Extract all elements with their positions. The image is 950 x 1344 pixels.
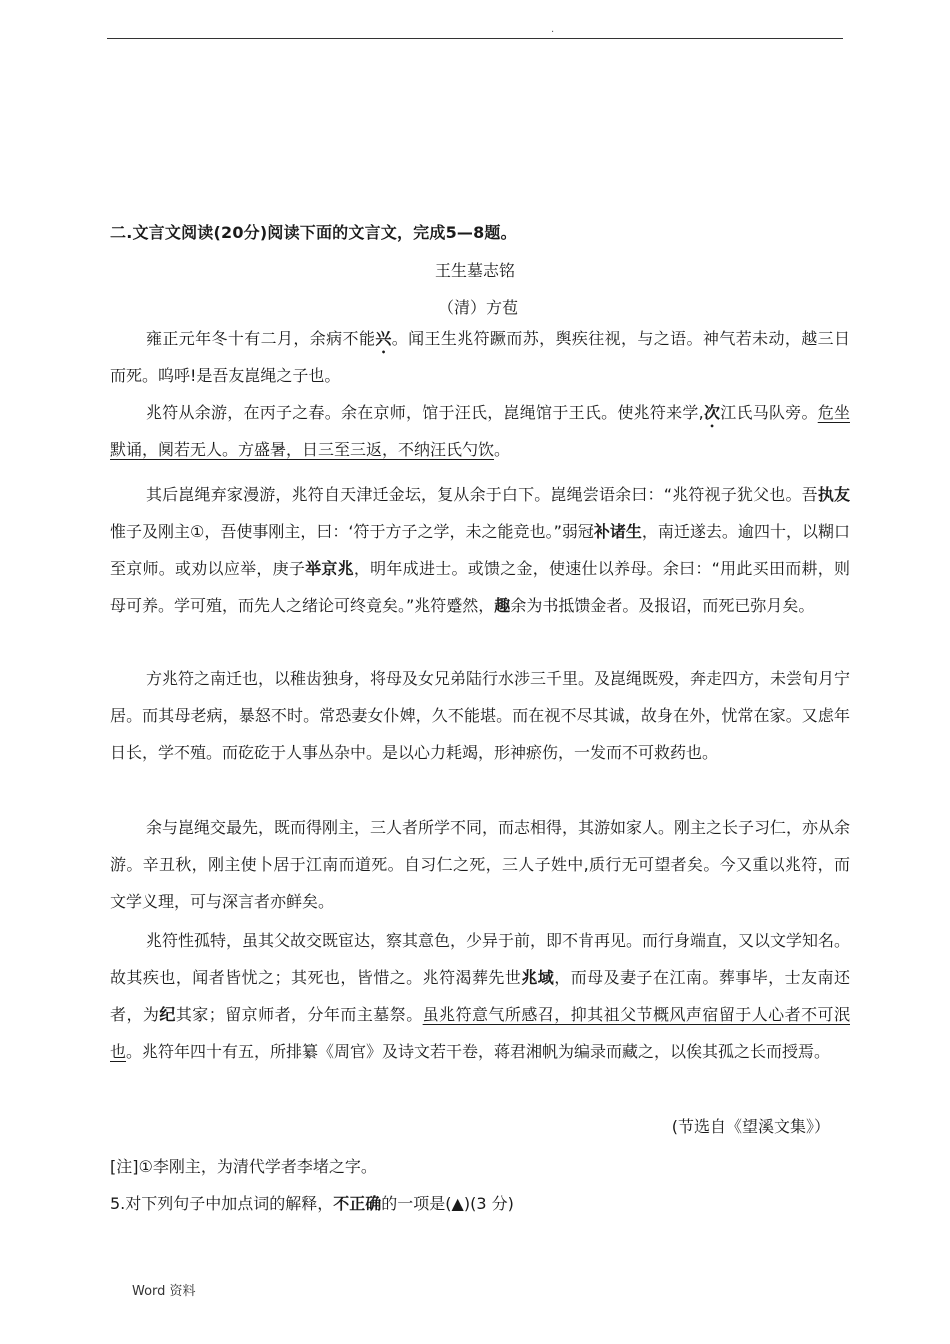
- paragraph-6: [110, 922, 850, 1070]
- keyword: 趣: [494, 596, 511, 615]
- text-run: 。兆符年四十有五，所排纂《周官》及诗文若干卷，蒋君湘帆为编录而藏之，以俟其孤之长而授焉。: [126, 1042, 831, 1061]
- header-rule: [107, 38, 843, 39]
- paragraph-3: [110, 476, 850, 624]
- text-run: 兆符从余游，在丙子之春。余在京师，馆于汪氏，崑绳馆于王氏。使兆符来学,: [146, 403, 704, 422]
- dotted-word: 兴: [375, 329, 392, 348]
- essay-title: 王生墓志铭: [434, 261, 515, 280]
- text-run: 其家；留京师者，分年而主墓祭。: [175, 1005, 423, 1024]
- text-run: ，明年成进士。或馈之金，使速仕以养母。余曰：“用此买田而耕，则母可养。学可殖，而先人之绪论可终竟矣。”兆符蹙然，: [110, 559, 850, 615]
- text-run: 雍正元年冬十有二月，余病不能: [146, 329, 376, 348]
- keyword: 补诸生: [593, 522, 642, 541]
- paragraph-4: 方兆符之南迁也，以稚齿独身，将母及女兄弟陆行水涉三千里。及崑绳既殁，奔走四方，未尝旬月宁居。而其母老病，暴怒不时。常恐妻女仆婢，久不能堪。而在视不尽其诚，故身在外，忧常在家。又虑年日长，学不殖。而矻矻于人事丛杂中。是以心力耗竭，形神瘀伤，一发而不可救药也。: [110, 669, 851, 762]
- keyword: 执友: [817, 485, 850, 504]
- dotted-word: 次: [703, 403, 721, 422]
- header-mark: .: [551, 24, 555, 35]
- text-run: 其后崑绳弃家漫游，兆符自天津迁金坛，复从余于白下。崑绳尝语余曰：“兆符视子犹父也。吾: [146, 485, 818, 504]
- source-citation: (节选自《望溪文集》）: [671, 1117, 830, 1136]
- emphasis: 不正确: [333, 1194, 382, 1213]
- paragraph-1: [110, 320, 850, 394]
- paragraph-5: 余与崑绳交最先，既而得刚主，三人者所学不同，而志相得，其游如家人。刚主之长子习仁，亦从余游。辛丑秋，刚主使卜居于江南而道死。自习仁之死，三人子姓中,质行无可望者矣。今又重以兆符，而文学义理，可与深言者亦鲜矣。: [110, 818, 851, 911]
- keyword: 纪: [159, 1005, 176, 1024]
- keyword: 兆域: [521, 968, 555, 987]
- underlined-sentence: 虽兆符意气所感召，抑其祖父节概风声宿留于人心者不可泯也: [110, 1005, 850, 1061]
- text-run: 兆符性孤特，虽其父故交既宦达，察其意色，少异于前，即不肯再见。而行身端直，又以文学知名。故其疾也，闻者皆忧之；其死也，皆惜之。兆符渴葬先世: [110, 931, 851, 987]
- underlined-sentence: 危坐默诵，阒若无人。方盛暑，日三至三返，不纳汪氏勺饮: [110, 403, 850, 459]
- text-run: 惟子及刚主①，吾使事刚主，曰：‘符于方子之学，未之能竞也。”弱冠: [110, 522, 594, 541]
- essay-author: （清）方苞: [437, 298, 518, 317]
- paragraph-2: [110, 394, 850, 468]
- text-run: 。: [494, 440, 511, 459]
- text-run: 。闻王生兆符蹶而苏，舆疾往视，与之语。神气若未动，越三日而死。呜呼!是吾友崑绳之子也。: [110, 329, 850, 385]
- text-run: 5.对下列句子中加点词的解释，: [110, 1194, 334, 1213]
- section-title: 二.文言文阅读(20分)阅读下面的文言文，完成5—8题。: [110, 223, 517, 242]
- text-run: 江氏马队旁。: [720, 403, 818, 422]
- text-run: ，南迁遂去。逾四十，以糊口至京师。或劝以应举，庚子: [110, 522, 850, 578]
- question-5: [110, 1191, 514, 1214]
- page-footer: Word 资料: [132, 1284, 196, 1299]
- text-run: ，而母及妻子在江南。葬事毕，士友南还者，为: [110, 968, 850, 1024]
- footnote: [注]①李刚主，为清代学者李堵之字。: [110, 1157, 377, 1176]
- text-run: 的一项是(▲)(3 分): [381, 1194, 514, 1213]
- text-run: 余为书抵馈金者。及报诏，而死已弥月矣。: [510, 596, 815, 615]
- keyword: 举京兆: [305, 559, 354, 578]
